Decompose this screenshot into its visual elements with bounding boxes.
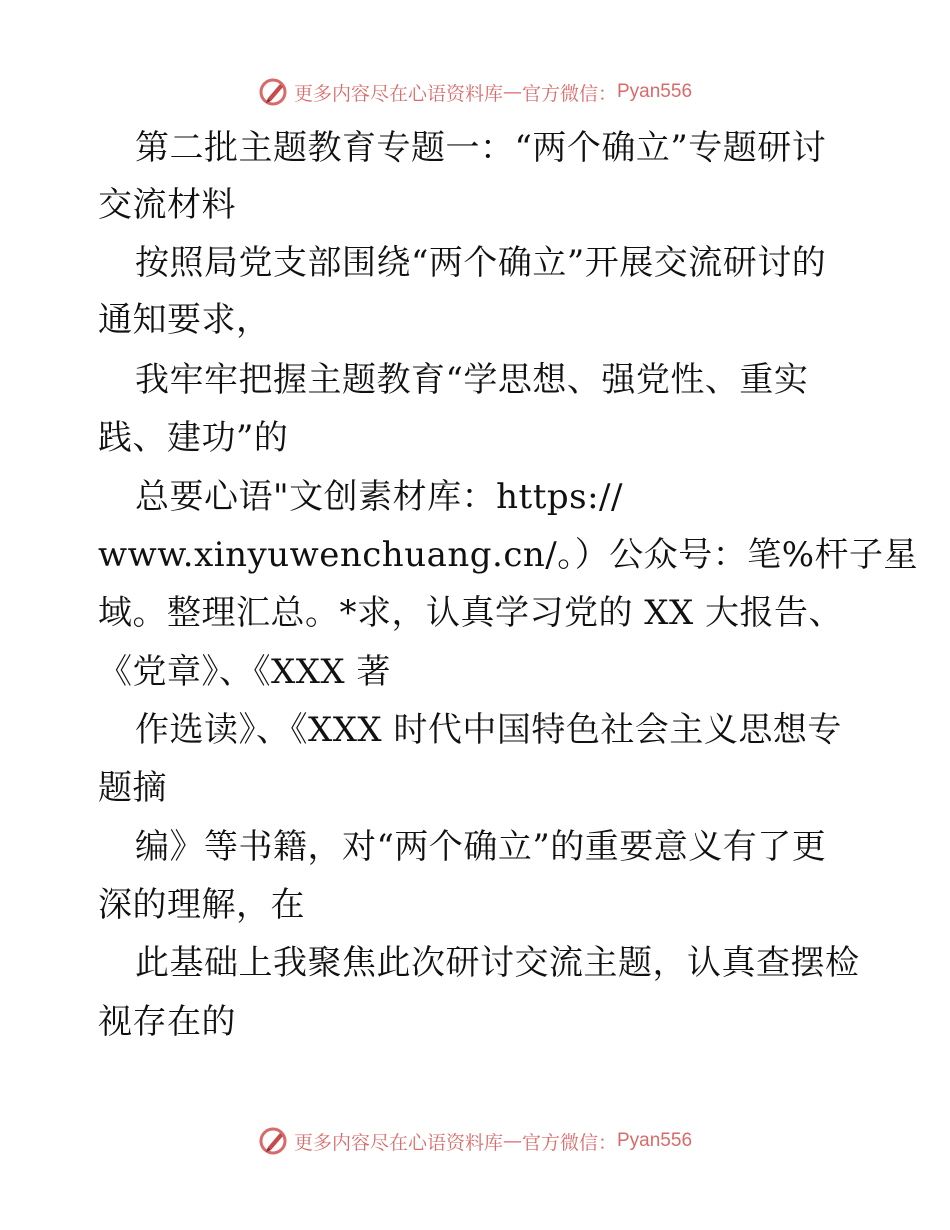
paragraph-line: 第二批主题教育专题一：“两个确立”专题研讨 [135, 128, 827, 168]
watermark-official-text: 官方微信： [521, 82, 617, 105]
paragraph-line: www.xinyuwenchuang.cn/。）公众号：笔%杆子星 [98, 535, 919, 575]
paragraph-line: 深的理解，在 [98, 885, 305, 925]
paragraph-line: 践、建功”的 [98, 418, 289, 458]
paragraph-line: 编》等书籍，对“两个确立”的重要意义有了更 [135, 827, 827, 867]
paragraph-line: 域。整理汇总。*求，认真学习党的 XX 大报告、 [98, 593, 844, 633]
paragraph-line: 按照局党支部围绕“两个确立”开展交流研讨的 [135, 243, 827, 283]
pen-logo-icon [258, 76, 290, 108]
watermark-account: Pyan556 [617, 81, 693, 102]
paragraph-line: 此基础上我聚焦此次研讨交流主题，认真查摆检 [135, 943, 860, 983]
paragraph-line: 作选读》、《XXX 时代中国特色社会主义思想专 [135, 710, 842, 750]
watermark-dash: — [502, 81, 522, 103]
paragraph-line: 总要心语"文创素材库：https:// [135, 477, 623, 517]
header-watermark [0, 72, 950, 112]
watermark-official-text: 官方微信： [521, 1131, 617, 1154]
pen-logo-icon [258, 1125, 290, 1157]
paragraph-line: 题摘 [98, 768, 167, 808]
watermark-account: Pyan556 [617, 1130, 693, 1151]
watermark-dash: — [502, 1130, 522, 1152]
paragraph-line: 我牢牢把握主题教育“学思想、强党性、重实 [135, 360, 809, 400]
footer-watermark [0, 1121, 950, 1161]
paragraph-line: 交流材料 [98, 185, 236, 225]
paragraph-line: 《党章》、《XXX 著 [98, 652, 391, 692]
paragraph-line: 通知要求， [98, 300, 271, 340]
watermark-main-text: 更多内容尽在心语资料库 [293, 82, 503, 105]
paragraph-line: 视存在的 [98, 1002, 236, 1042]
watermark-main-text: 更多内容尽在心语资料库 [293, 1131, 503, 1154]
